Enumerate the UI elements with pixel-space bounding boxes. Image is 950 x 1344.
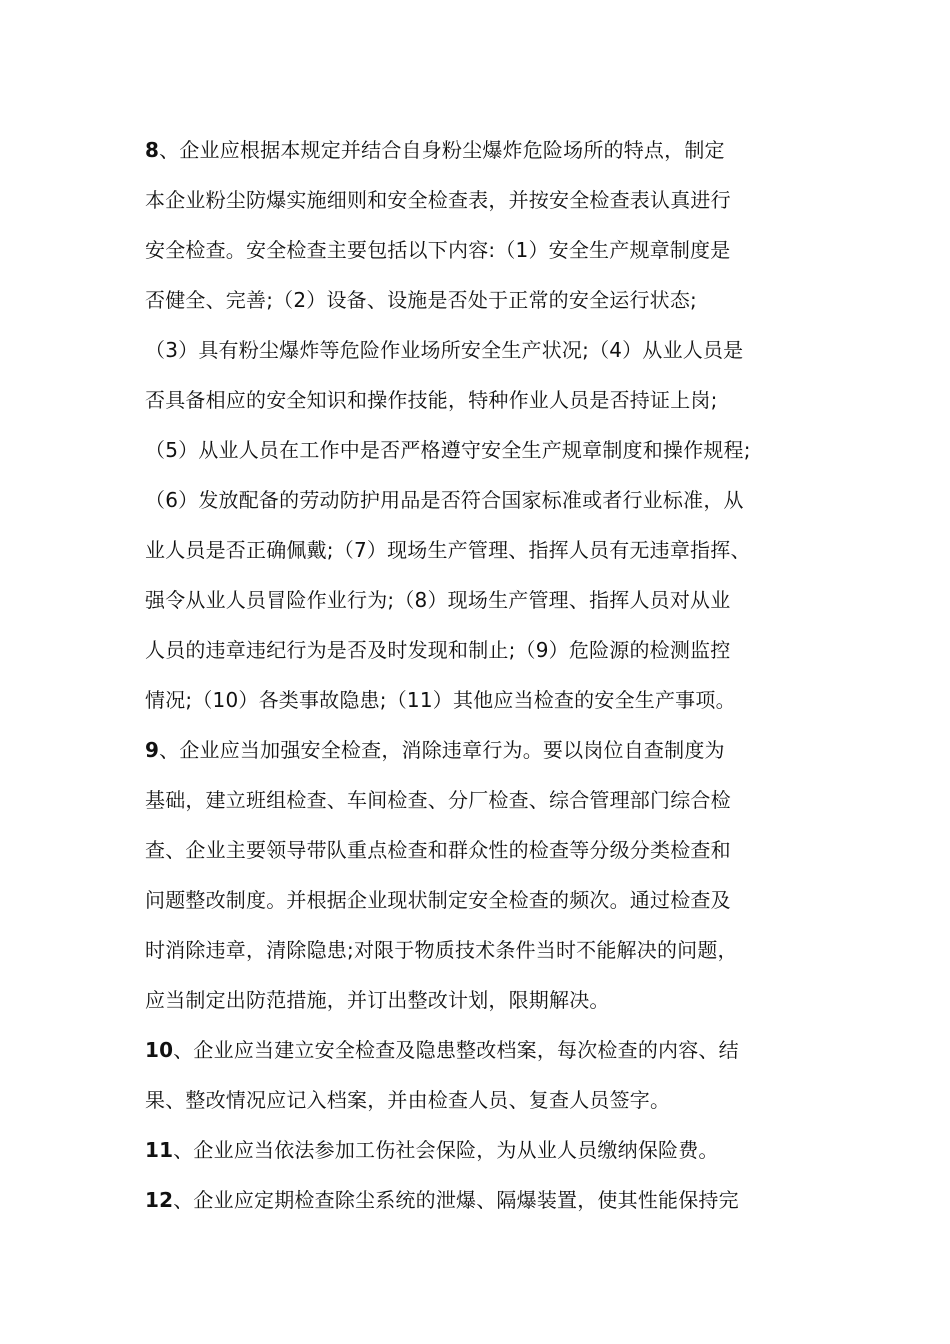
text-line [145,1086,670,1114]
line-text: 强令从业人员冒险作业行为;（8）现场生产管理、指挥人员对从业 [145,588,731,612]
text-line [145,386,718,414]
text-line [145,1136,719,1164]
text-line [145,1186,739,1214]
line-text: 、企业应定期检查除尘系统的泄爆、隔爆装置，使其性能保持完 [173,1188,739,1212]
clause-number: 9 [145,738,160,762]
text-line [145,836,731,864]
line-text: 应当制定出防范措施，并订出整改计划，限期解决。 [145,988,610,1012]
line-text: 本企业粉尘防爆实施细则和安全检查表，并按安全检查表认真进行 [145,188,731,212]
text-line [145,936,738,964]
text-line [145,136,725,164]
clause-number: 8 [145,138,160,162]
line-text: 业人员是否正确佩戴;（7）现场生产管理、指挥人员有无违章指挥、 [145,538,751,562]
line-text: 果、整改情况应记入档案，并由检查人员、复查人员签字。 [145,1088,671,1112]
text-line [145,536,751,564]
text-line [145,236,730,264]
text-line [145,636,730,664]
text-line [145,286,697,314]
line-text: 时消除违章，清除隐患;对限于物质技术条件当时不能解决的问题， [145,938,738,962]
text-line [145,1036,739,1064]
line-text: （6）发放配备的劳动防护用品是否符合国家标准或者行业标准，从 [145,488,744,512]
line-text: （3）具有粉尘爆炸等危险作业场所安全生产状况;（4）从业人员是 [145,338,744,362]
text-line [145,486,744,514]
line-text: 否具备相应的安全知识和操作技能，特种作业人员是否持证上岗; [145,388,718,412]
line-text: （5）从业人员在工作中是否严格遵守安全生产规章制度和操作规程; [145,438,751,462]
line-text: 、企业应当依法参加工伤社会保险，为从业人员缴纳保险费。 [173,1138,719,1162]
text-line [145,886,731,914]
line-text: 安全检查。安全检查主要包括以下内容:（1）安全生产规章制度是 [145,238,731,262]
line-text: 、企业应当建立安全检查及隐患整改档案，每次检查的内容、结 [173,1038,739,1062]
clause-number: 10 [145,1038,174,1062]
text-line [145,686,736,714]
line-text: 、企业应当加强安全检查，消除违章行为。要以岗位自查制度为 [159,738,725,762]
line-text: 问题整改制度。并根据企业现状制定安全检查的频次。通过检查及 [145,888,731,912]
text-line [145,986,610,1014]
clause-number: 11 [145,1138,174,1162]
text-line [145,736,725,764]
text-line [145,586,730,614]
line-text: 否健全、完善;（2）设备、设施是否处于正常的安全运行状态; [145,288,698,312]
text-line [145,786,731,814]
line-text: 人员的违章违纪行为是否及时发现和制止;（9）危险源的检测监控 [145,638,731,662]
text-line [145,436,751,464]
line-text: 查、企业主要领导带队重点检查和群众性的检查等分级分类检查和 [145,838,731,862]
line-text: 基础，建立班组检查、车间检查、分厂检查、综合管理部门综合检 [145,788,731,812]
line-text: 、企业应根据本规定并结合自身粉尘爆炸危险场所的特点，制定 [159,138,725,162]
line-text: 情况;（10）各类事故隐患;（11）其他应当检查的安全生产事项。 [145,688,736,712]
clause-number: 12 [145,1188,174,1212]
text-line [145,186,731,214]
text-line [145,336,743,364]
